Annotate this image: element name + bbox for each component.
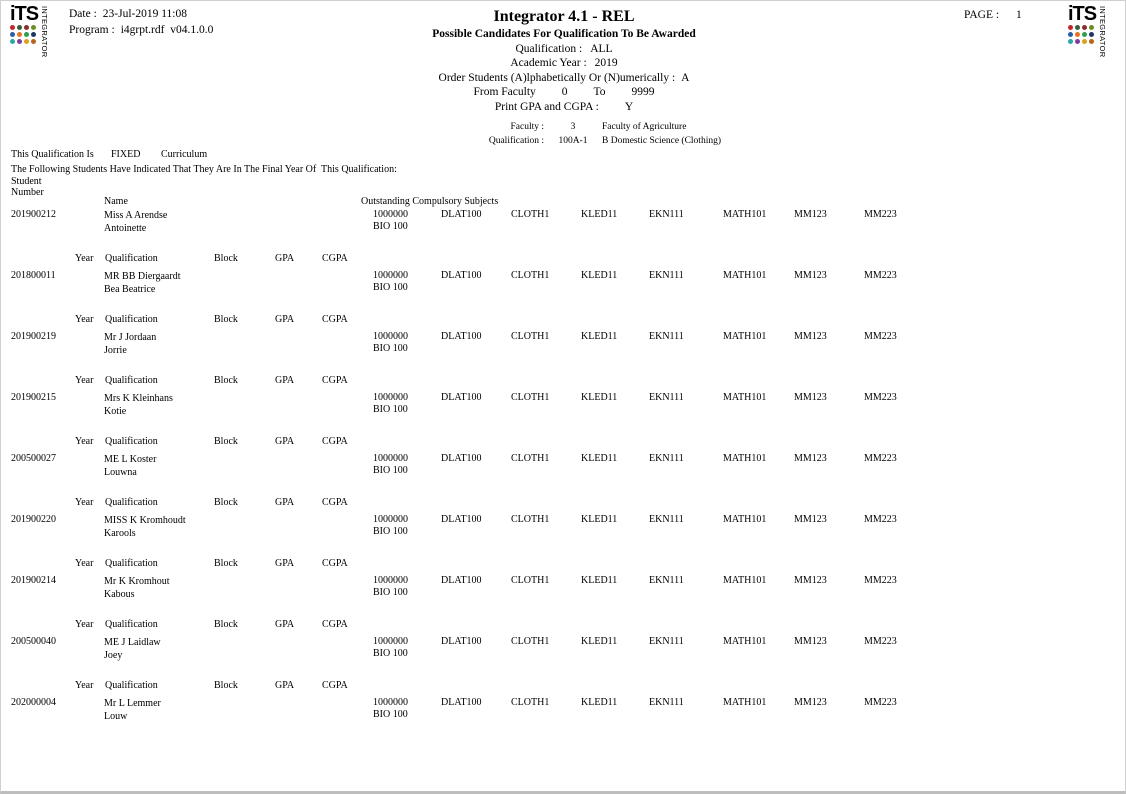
to-label: To [593, 86, 606, 98]
student-name [104, 697, 161, 723]
student-number: 201900220 [11, 514, 56, 525]
subject-cell: DLAT100 [441, 209, 482, 220]
subject-cell: EKN111 [649, 270, 684, 281]
student-block [1, 453, 1125, 514]
student-number: 201900212 [11, 209, 56, 220]
date-value: 23-Jul-2019 11:08 [102, 8, 188, 20]
order-label: Order Students (A)lphabetically Or (N)umerically : [438, 71, 676, 84]
student-name-line2: Louw [104, 711, 128, 722]
subject-cell: KLED11 [581, 697, 618, 708]
subject-cell: MATH101 [723, 270, 767, 281]
subject-cell: MATH101 [723, 697, 767, 708]
student-number: 200500040 [11, 636, 56, 647]
subject-cell: 1000000 BIO 100 [373, 392, 408, 415]
subheader-cgpa: CGPA [322, 558, 348, 569]
student-main-row [1, 514, 1125, 555]
student-name-line1: Mrs K Kleinhans [104, 393, 173, 404]
subheader-qualification: Qualification [105, 619, 158, 630]
page-label: PAGE : [964, 9, 1000, 21]
logo-dot [24, 25, 29, 30]
column-header-name: Name [104, 196, 128, 207]
faculty-name: Faculty of Agriculture [602, 122, 687, 132]
subject-cell: CLOTH1 [511, 697, 550, 708]
logo-dots [10, 25, 38, 44]
subject-cell: MM223 [864, 636, 897, 647]
subject-cell: MATH101 [723, 209, 767, 220]
logo-integrator-text: INTEGRATOR [40, 6, 50, 58]
student-name-line2: Kabous [104, 589, 135, 600]
report-body [1, 149, 1125, 722]
subject-cell: MM123 [794, 209, 827, 220]
student-block [1, 331, 1125, 392]
subject-cell: MM223 [864, 453, 897, 464]
its-integrator-logo-right [1068, 3, 1108, 58]
subheader-qualification: Qualification [105, 436, 158, 447]
subheader-year: Year [75, 558, 94, 569]
column-header-subjects: Outstanding Compulsory Subjects [361, 196, 499, 207]
subject-cell: KLED11 [581, 209, 618, 220]
subject-cell: KLED11 [581, 636, 618, 647]
student-main-row [1, 270, 1125, 311]
student-number: 201900214 [11, 575, 56, 586]
subject-cell: MM123 [794, 392, 827, 403]
qual-type-prefix: This Qualification Is [11, 149, 94, 160]
logo-its-text: iTS [1068, 3, 1097, 25]
subheader-year: Year [75, 680, 94, 691]
subject-cell: EKN111 [649, 331, 684, 342]
student-name-line1: Mr J Jordaan [104, 332, 157, 343]
page-value: 1 [1016, 9, 1022, 21]
subject-cell: EKN111 [649, 514, 684, 525]
subheader-gpa: GPA [275, 558, 295, 569]
student-subheader-row [1, 616, 1125, 636]
subject-cell: CLOTH1 [511, 453, 550, 464]
logo-dot [1075, 32, 1080, 37]
subheader-cgpa: CGPA [322, 253, 348, 264]
param-faculty-range [473, 86, 654, 98]
logo-dot [1082, 32, 1087, 37]
subject-cell: 1000000 BIO 100 [373, 331, 408, 354]
student-name-line2: Joey [104, 650, 123, 661]
subject-cell: KLED11 [581, 331, 618, 342]
subject-cell: MATH101 [723, 453, 767, 464]
subject-cell: MM223 [864, 575, 897, 586]
subject-cell: 1000000 BIO 100 [373, 575, 408, 598]
subheader-block: Block [214, 558, 238, 569]
logo-dot [10, 39, 15, 44]
to-value: 9999 [631, 86, 655, 98]
student-name-line1: ME J Laidlaw [104, 637, 161, 648]
subject-cell: MM223 [864, 209, 897, 220]
subject-cell: DLAT100 [441, 453, 482, 464]
order-value: A [681, 71, 690, 84]
logo-dot [24, 39, 29, 44]
param-qualification [515, 43, 612, 55]
subheader-cgpa: CGPA [322, 680, 348, 691]
subheader-year: Year [75, 619, 94, 630]
logo-dot [10, 25, 15, 30]
subheader-cgpa: CGPA [322, 375, 348, 386]
faculty-code: 3 [570, 122, 576, 132]
subheader-qualification: Qualification [105, 497, 158, 508]
student-name-line2: Karools [104, 528, 136, 539]
student-name [104, 209, 167, 235]
subheader-qualification: Qualification [105, 253, 158, 264]
logo-dot [31, 39, 36, 44]
subject-cell: 1000000 BIO 100 [373, 270, 408, 293]
subheader-year: Year [75, 497, 94, 508]
student-name [104, 636, 161, 662]
subject-cell: EKN111 [649, 575, 684, 586]
student-name-line2: Louwna [104, 467, 137, 478]
subject-cell: MM123 [794, 636, 827, 647]
logo-dot [10, 32, 15, 37]
logo-dot [31, 25, 36, 30]
student-block [1, 392, 1125, 453]
student-block [1, 575, 1125, 636]
subheader-gpa: GPA [275, 253, 295, 264]
faculty-block [421, 122, 721, 150]
logo-mark [10, 3, 39, 57]
subject-cell: 1000000 BIO 100 [373, 453, 408, 476]
logo-dot [1089, 25, 1094, 30]
report-meta [69, 7, 213, 38]
subject-cell: 1000000 BIO 100 [373, 636, 408, 659]
students-list [1, 209, 1125, 738]
subheader-cgpa: CGPA [322, 619, 348, 630]
subject-cell: CLOTH1 [511, 270, 550, 281]
student-block [1, 636, 1125, 697]
student-name [104, 392, 173, 418]
subject-cell: MM123 [794, 697, 827, 708]
subject-cell: CLOTH1 [511, 331, 550, 342]
subject-cell: MM123 [794, 514, 827, 525]
subheader-qualification: Qualification [105, 314, 158, 325]
student-name-line2: Bea Beatrice [104, 284, 156, 295]
student-name-line1: Mr K Kromhout [104, 576, 170, 587]
logo-dot [31, 32, 36, 37]
subject-cell: KLED11 [581, 514, 618, 525]
subject-cell: EKN111 [649, 453, 684, 464]
subject-cell: MATH101 [723, 514, 767, 525]
qual-type-suffix: Curriculum [161, 149, 208, 160]
subject-cell: MATH101 [723, 392, 767, 403]
student-number: 201900215 [11, 392, 56, 403]
column-header-number: Number [11, 187, 44, 198]
logo-dots [1068, 25, 1096, 44]
qualification-type-line [1, 149, 1125, 163]
print-gpa-label: Print GPA and CGPA : [494, 100, 599, 113]
subheader-gpa: GPA [275, 680, 295, 691]
student-name [104, 514, 186, 540]
subject-cell: 1000000 BIO 100 [373, 697, 408, 720]
logo-dot [17, 25, 22, 30]
subject-cell: 1000000 BIO 100 [373, 514, 408, 537]
its-integrator-logo [10, 3, 50, 58]
subheader-gpa: GPA [275, 314, 295, 325]
subject-cell: DLAT100 [441, 331, 482, 342]
subject-cell: MM123 [794, 453, 827, 464]
student-name-line1: MISS K Kromhoudt [104, 515, 186, 526]
subheader-gpa: GPA [275, 619, 295, 630]
subheader-year: Year [75, 253, 94, 264]
page-indicator [964, 9, 1022, 21]
subject-cell: MATH101 [723, 575, 767, 586]
student-name [104, 331, 156, 357]
subject-cell: DLAT100 [441, 270, 482, 281]
logo-dot [1089, 32, 1094, 37]
subheader-qualification: Qualification [105, 558, 158, 569]
subject-cell: MM223 [864, 270, 897, 281]
subject-cell: MM123 [794, 331, 827, 342]
subject-cell: MM223 [864, 392, 897, 403]
student-name [104, 270, 180, 296]
student-subheader-row [1, 250, 1125, 270]
student-main-row [1, 392, 1125, 433]
report-title: Integrator 4.1 - REL [493, 8, 635, 25]
subject-cell: MM223 [864, 331, 897, 342]
student-main-row [1, 453, 1125, 494]
logo-dot [1075, 39, 1080, 44]
subject-cell: MATH101 [723, 636, 767, 647]
logo-dot [17, 39, 22, 44]
student-block [1, 697, 1125, 738]
logo-dot [17, 32, 22, 37]
academic-year-value: 2019 [594, 57, 618, 69]
student-number: 201800011 [11, 270, 56, 281]
logo-integrator-text: INTEGRATOR [1098, 6, 1108, 58]
subject-cell: MM123 [794, 270, 827, 281]
subject-cell: CLOTH1 [511, 209, 550, 220]
logo-mark [1068, 3, 1097, 57]
student-number: 201900219 [11, 331, 56, 342]
logo-dot [1089, 39, 1094, 44]
param-academic-year [510, 57, 617, 69]
student-name [104, 575, 170, 601]
qual-code-label: Qualification : [488, 136, 544, 146]
title-block [284, 7, 844, 113]
logo-dot [1068, 39, 1073, 44]
subject-cell: EKN111 [649, 636, 684, 647]
subject-cell: EKN111 [649, 697, 684, 708]
subject-cell: CLOTH1 [511, 392, 550, 403]
subject-cell: CLOTH1 [511, 636, 550, 647]
program-value: i4grpt.rdf v04.1.0.0 [120, 23, 214, 36]
student-subheader-row [1, 311, 1125, 331]
student-block [1, 209, 1125, 270]
qual-name: B Domestic Science (Clothing) [602, 136, 721, 146]
subject-cell: MM223 [864, 697, 897, 708]
logo-dot [1082, 25, 1087, 30]
student-main-row [1, 636, 1125, 677]
date-line [69, 7, 213, 23]
subheader-block: Block [214, 680, 238, 691]
subheader-year: Year [75, 436, 94, 447]
student-subheader-row [1, 555, 1125, 575]
subject-cell: MATH101 [723, 331, 767, 342]
print-gpa-value: Y [624, 100, 634, 113]
column-header-student: Student [11, 176, 42, 187]
subheader-block: Block [214, 253, 238, 264]
qualification-line [421, 136, 721, 146]
student-block [1, 514, 1125, 575]
student-name-line2: Antoinette [104, 223, 147, 234]
from-faculty-label: From Faculty [473, 86, 536, 98]
subject-cell: CLOTH1 [511, 575, 550, 586]
student-name-line1: Mr L Lemmer [104, 698, 161, 709]
subject-cell: KLED11 [581, 392, 618, 403]
student-main-row [1, 697, 1125, 738]
subheader-cgpa: CGPA [322, 497, 348, 508]
student-subheader-row [1, 372, 1125, 392]
subject-cell: DLAT100 [441, 697, 482, 708]
student-subheader-row [1, 433, 1125, 453]
subject-cell: 1000000 BIO 100 [373, 209, 408, 232]
subheader-block: Block [214, 436, 238, 447]
subject-cell: KLED11 [581, 270, 618, 281]
logo-dot [1075, 25, 1080, 30]
subject-cell: MM223 [864, 514, 897, 525]
student-name-line1: Miss A Arendse [104, 210, 168, 221]
faculty-label: Faculty : [510, 122, 544, 132]
subject-cell: KLED11 [581, 453, 618, 464]
student-name-line2: Jorrie [104, 345, 127, 356]
qual-code: 100A-1 [558, 136, 588, 146]
param-order [439, 72, 690, 84]
subject-cell: MM123 [794, 575, 827, 586]
subject-cell: CLOTH1 [511, 514, 550, 525]
subheader-cgpa: CGPA [322, 314, 348, 325]
student-number: 202000004 [11, 697, 56, 708]
subject-cell: EKN111 [649, 392, 684, 403]
logo-dot [1068, 32, 1073, 37]
student-main-row [1, 575, 1125, 616]
subheader-qualification: Qualification [105, 375, 158, 386]
subheader-block: Block [214, 619, 238, 630]
subject-cell: DLAT100 [441, 514, 482, 525]
student-subheader-row [1, 494, 1125, 514]
qual-type-value: FIXED [111, 149, 141, 160]
subject-cell: DLAT100 [441, 575, 482, 586]
subject-cell: DLAT100 [441, 636, 482, 647]
logo-its-text: iTS [10, 3, 39, 25]
academic-year-label: Academic Year : [510, 57, 587, 69]
logo-dot [24, 32, 29, 37]
subheader-gpa: GPA [275, 375, 295, 386]
logo-dot [1068, 25, 1073, 30]
report-subtitle: Possible Candidates For Qualification To Be Awarded [432, 28, 696, 40]
student-main-row [1, 209, 1125, 250]
student-main-row [1, 331, 1125, 372]
param-print-gpa [495, 101, 633, 113]
subheader-gpa: GPA [275, 497, 295, 508]
subheader-year: Year [75, 314, 94, 325]
subheader-block: Block [214, 314, 238, 325]
program-label: Program : [69, 23, 115, 36]
faculty-line [421, 122, 721, 132]
qualification-value: ALL [590, 42, 613, 55]
student-subheader-row [1, 677, 1125, 697]
program-line [69, 23, 213, 39]
subject-cell: EKN111 [649, 209, 684, 220]
subheader-gpa: GPA [275, 436, 295, 447]
date-label: Date : [69, 8, 97, 20]
subheader-year: Year [75, 375, 94, 386]
student-name-line2: Kotie [104, 406, 127, 417]
subject-cell: KLED11 [581, 575, 618, 586]
from-faculty-value: 0 [561, 86, 568, 98]
student-name [104, 453, 156, 479]
qualification-label: Qualification : [515, 42, 583, 55]
students-intro-text: The Following Students Have Indicated That They Are In The Final Year Of This Qualification: [11, 164, 397, 175]
logo-dot [1082, 39, 1087, 44]
subject-cell: DLAT100 [441, 392, 482, 403]
student-block [1, 270, 1125, 331]
subheader-qualification: Qualification [105, 680, 158, 691]
student-name-line1: MR BB Diergaardt [104, 271, 181, 282]
subheader-block: Block [214, 375, 238, 386]
subheader-block: Block [214, 497, 238, 508]
student-number: 200500027 [11, 453, 56, 464]
subheader-cgpa: CGPA [322, 436, 348, 447]
student-name-line1: ME L Koster [104, 454, 157, 465]
